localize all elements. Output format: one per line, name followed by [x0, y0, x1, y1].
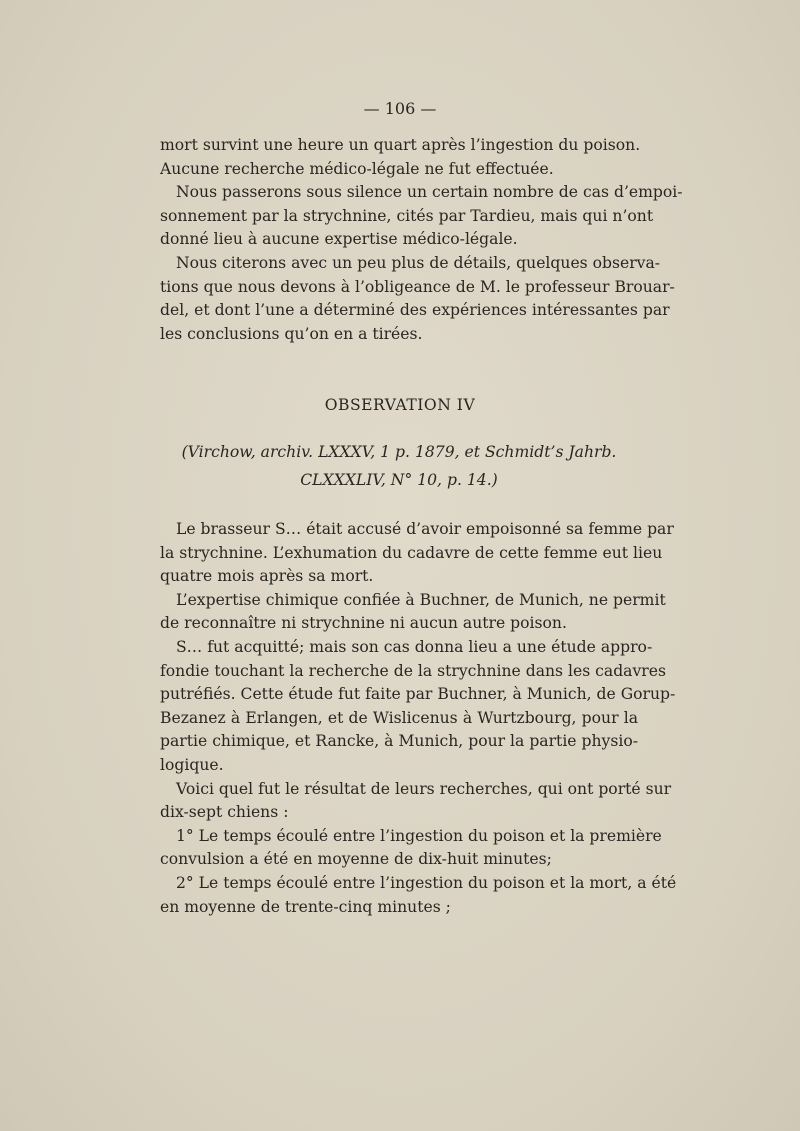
text-line: mort survint une heure un quart après l’ingestion du poison. — [160, 136, 641, 154]
body-paragraph-2 — [160, 589, 666, 636]
intro-text — [160, 134, 683, 346]
observation-heading: OBSERVATION IV — [324, 396, 476, 414]
text-line: en moyenne de trente-cinq minutes ; — [160, 897, 451, 916]
text-line: convulsion a été en moyenne de dix-huit minutes; — [160, 850, 552, 869]
text-line: Le brasseur S… était accusé d’avoir empoisonné sa femme par — [176, 520, 674, 538]
text-line: donné lieu à aucune expertise médico-légale. — [160, 230, 518, 249]
text-line: Bezanez à Erlangen, et de Wislicenus à Wurtzbourg, pour la — [160, 708, 638, 727]
text-line: fondie touchant la recherche de la strychnine dans les cadavres — [160, 661, 666, 680]
text-line: sonnement par la strychnine, cités par Tardieu, mais qui n’ont — [160, 206, 654, 225]
intro-paragraph-3 — [160, 252, 675, 346]
intro-paragraph-2 — [160, 181, 683, 252]
text-line: quatre mois après sa mort. — [160, 567, 374, 586]
body-paragraph-3 — [160, 636, 676, 778]
body-paragraph-4 — [160, 778, 672, 825]
body-paragraph-6 — [160, 872, 677, 919]
text-line: les conclusions qu’on en a tirées. — [160, 324, 423, 343]
text-line: de reconnaître ni strychnine ni aucun autre poison. — [160, 614, 567, 633]
reference-line-1: (Virchow, archiv. LXXXV, 1 p. 1879, et Schmidt’s Jahrb. — [181, 443, 617, 461]
text-line: Nous citerons avec un peu plus de détails, quelques observa- — [176, 253, 661, 272]
intro-paragraph-1 — [160, 134, 641, 181]
text-line: 2° Le temps écoulé entre l’ingestion du poison et la mort, a été — [176, 873, 677, 892]
text-line: Voici quel fut le résultat de leurs recherches, qui ont porté sur — [176, 779, 672, 798]
text-line: putréfiés. Cette étude fut faite par Buchner, à Munich, de Gorup- — [160, 685, 676, 704]
text-line: S… fut acquitté; mais son cas donna lieu a une étude appro- — [176, 637, 653, 656]
text-line: la strychnine. L’exhumation du cadavre de cette femme eut lieu — [160, 543, 663, 562]
text-line: partie chimique, et Rancke, à Munich, pour la partie physio- — [160, 732, 638, 751]
text-line: dix-sept chiens : — [160, 803, 289, 822]
text-line: 1° Le temps écoulé entre l’ingestion du poison et la première — [176, 826, 662, 845]
body-paragraph-5 — [160, 825, 662, 872]
reference-line-2: CLXXXLIV, N° 10, p. 14.) — [300, 471, 498, 489]
text-line: del, et dont l’une a déterminé des expériences intéressantes par — [160, 301, 670, 320]
body-text — [160, 518, 677, 919]
text-line: Nous passerons sous silence un certain nombre de cas d’empoi- — [176, 183, 683, 202]
observation-reference — [160, 438, 638, 494]
text-line: tions que nous devons à l’obligeance de M. le professeur Brouar- — [160, 277, 675, 296]
page-number: — 106 — — [363, 99, 437, 118]
body-paragraph-1 — [160, 518, 674, 589]
text-line: logique. — [160, 755, 224, 774]
text-line: L’expertise chimique confiée à Buchner, de Munich, ne permit — [176, 590, 666, 609]
text-line: Aucune recherche médico-légale ne fut effectuée. — [160, 159, 554, 178]
